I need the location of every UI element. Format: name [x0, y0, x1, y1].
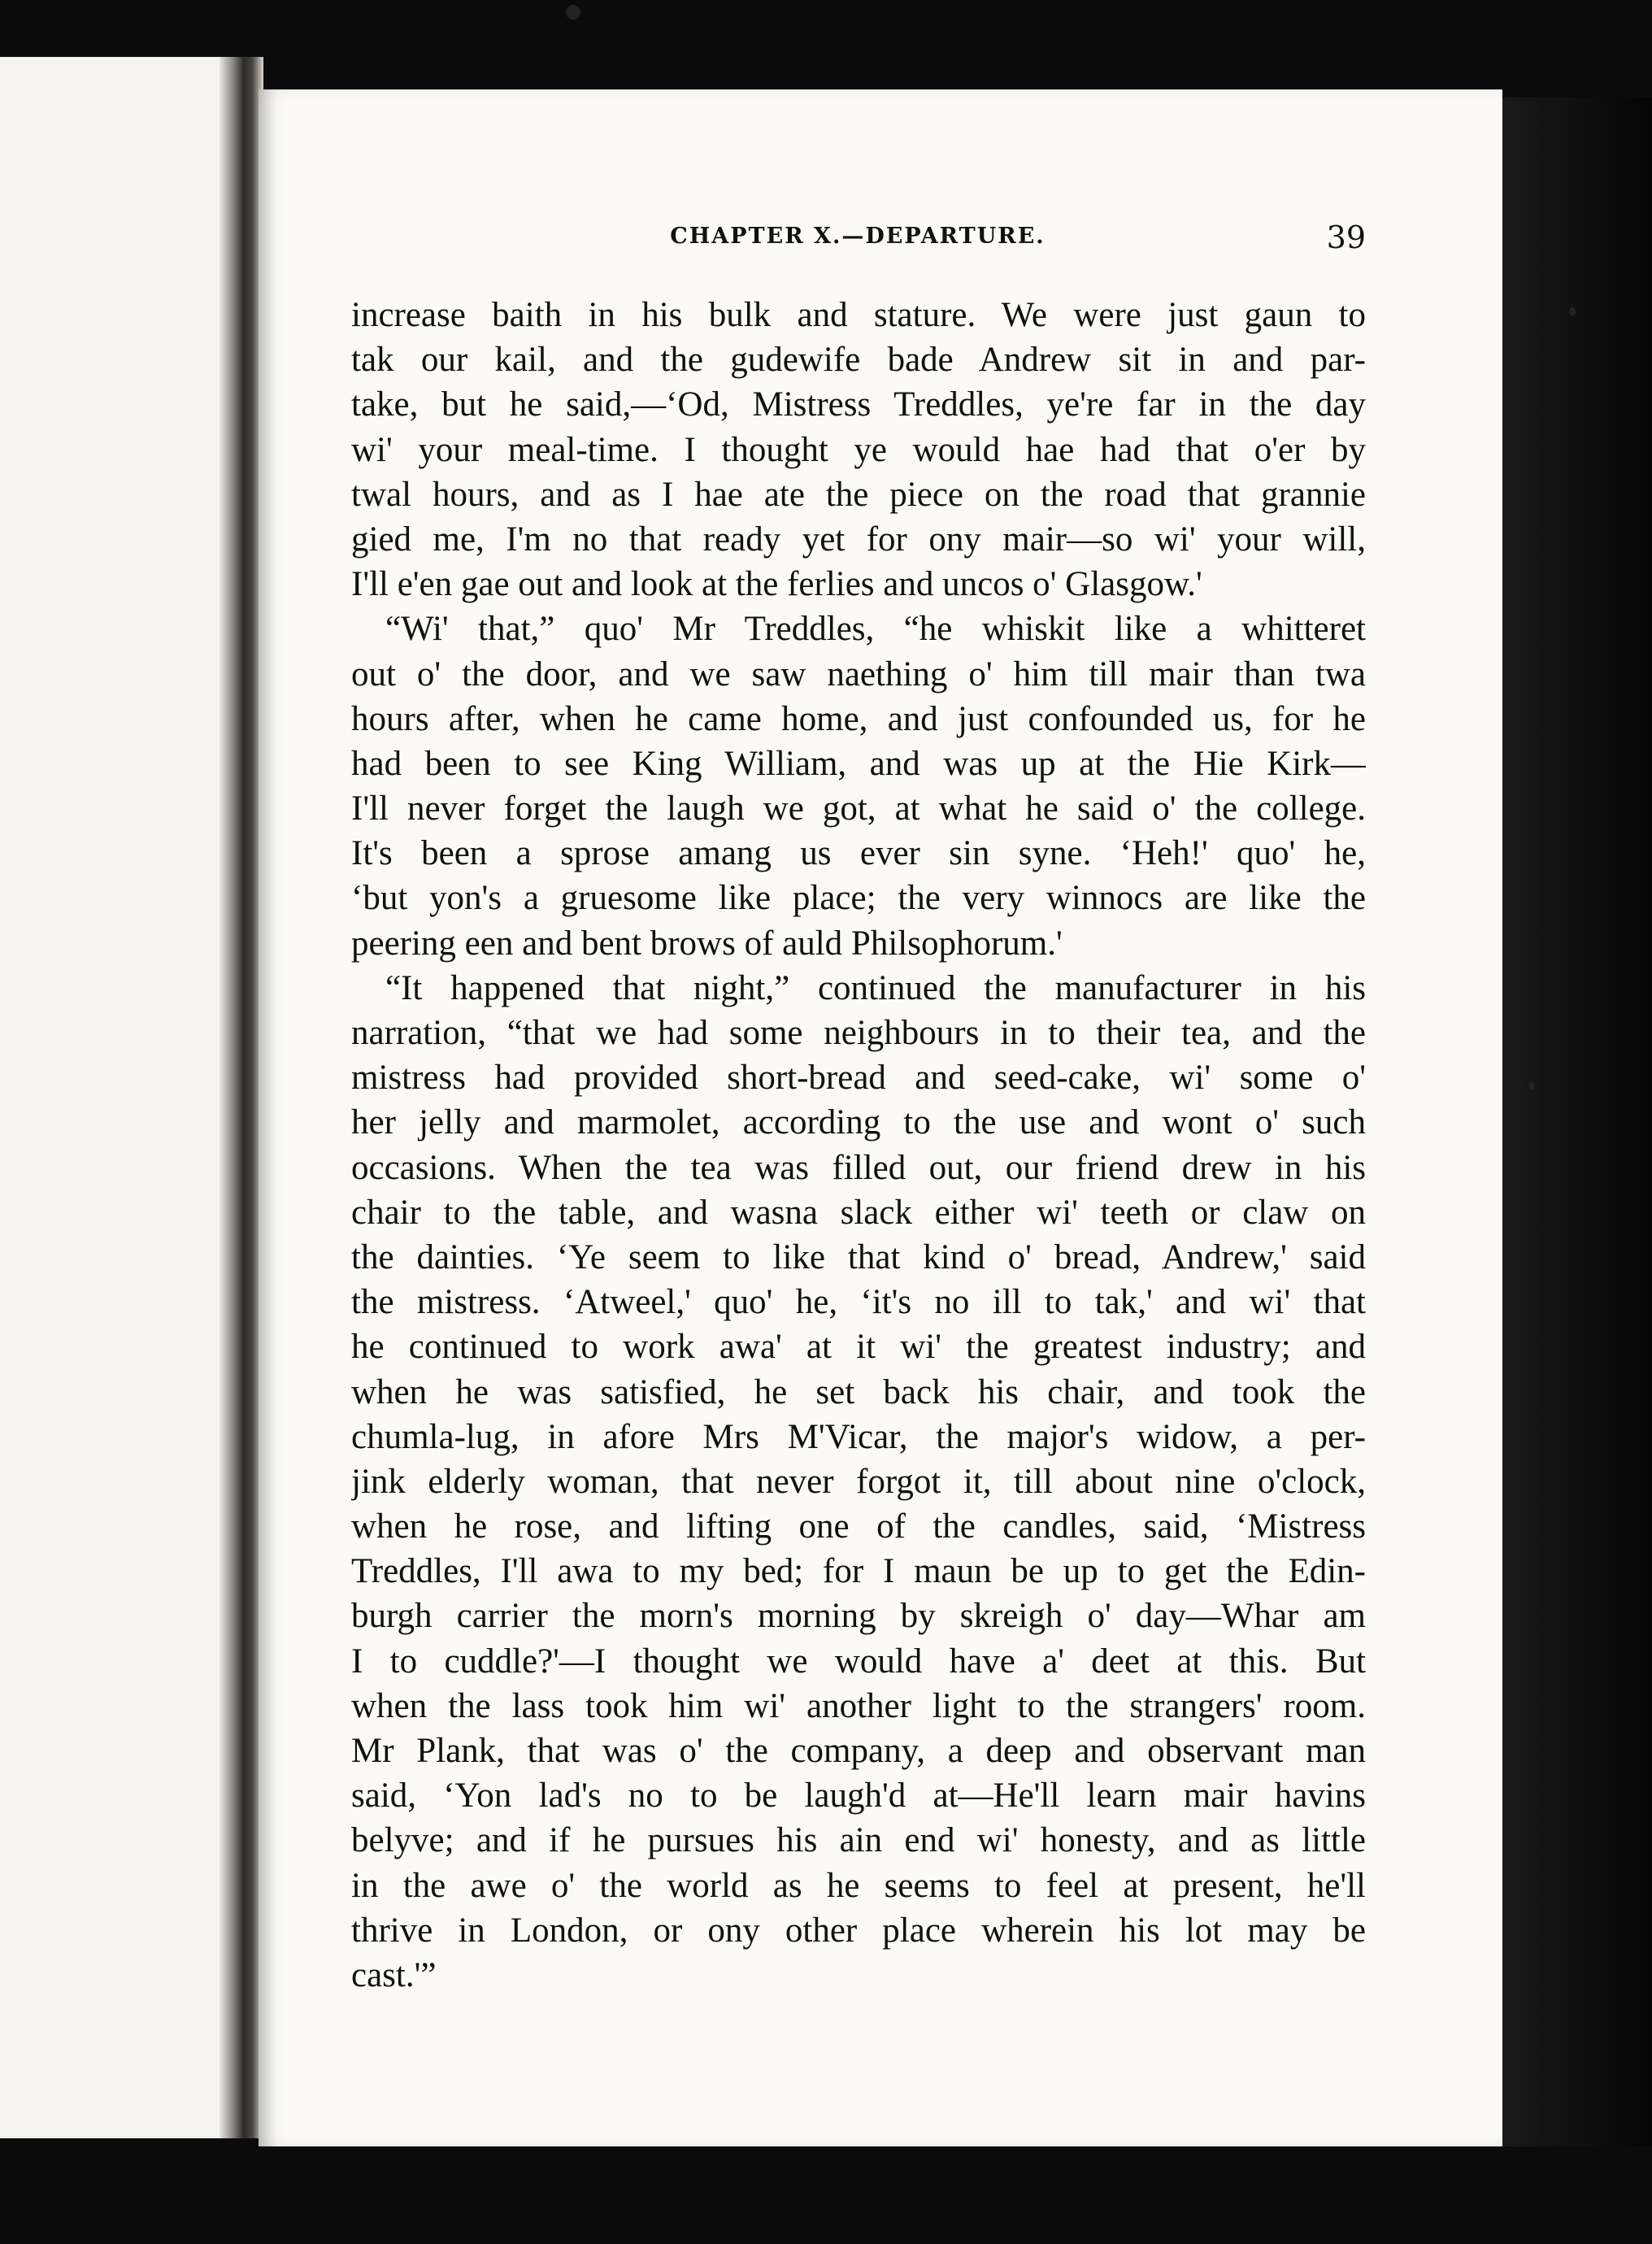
left-facing-page — [0, 57, 244, 2138]
text-line: had been to see King William, and was up at the Hie Kirk— — [351, 744, 1366, 783]
page-body-text — [351, 293, 1366, 1998]
text-line: tak our kail, and the gudewife bade Andrew sit in and par- — [351, 341, 1366, 380]
text-line: the dainties. ‘Ye seem to like that kind o' bread, Andrew,' said — [351, 1237, 1366, 1276]
text-line: when he was satisfied, he set back his chair, and took the — [351, 1372, 1366, 1411]
text-line: increase baith in his bulk and stature. We were just gaun to — [351, 296, 1366, 334]
text-line: narration, “that we had some neighbours in to their tea, and the — [351, 1014, 1366, 1052]
text-line: I'll never forget the laugh we got, at what he said o' the college. — [351, 789, 1366, 828]
text-line: I to cuddle?'—I thought we would have a' deet at this. But — [351, 1642, 1366, 1681]
text-line: “Wi' that,” quo' Mr Treddles, “he whiskit like a whitteret — [385, 610, 1366, 649]
text-line: chumla-lug, in afore Mrs M'Vicar, the major's widow, a per- — [351, 1417, 1366, 1456]
book-gutter — [220, 57, 263, 2138]
text-line: mistress had provided short-bread and seed-cake, wi' some o' — [351, 1059, 1366, 1098]
text-line: hours after, when he came home, and just confounded us, for he — [351, 699, 1366, 738]
text-line: cast.'” — [351, 1955, 437, 1994]
page-edge-shadow — [1502, 98, 1652, 2146]
text-line: when the lass took him wi' another light to the strangers' room. — [351, 1686, 1366, 1725]
text-line: thrive in London, or ony other place wherein his lot may be — [351, 1911, 1366, 1950]
text-line: her jelly and marmolet, according to the use and wont o' such — [351, 1103, 1366, 1142]
dust-speck — [566, 5, 580, 20]
text-line: take, but he said,—‘Od, Mistress Treddles, ye're far in the day — [351, 385, 1366, 424]
text-line: ‘but yon's a gruesome like place; the very winnocs are like the — [351, 879, 1366, 918]
text-line: belyve; and if he pursues his ain end wi' honesty, and as little — [351, 1821, 1366, 1860]
text-line: wi' your meal-time. I thought ye would hae had that o'er by — [351, 430, 1366, 469]
running-head: CHAPTER X.—DEPARTURE. — [670, 224, 1046, 249]
text-line: peering een and bent brows of auld Philsophorum.' — [351, 924, 1063, 963]
text-line: I'll e'en gae out and look at the ferlies and uncos o' Glasgow.' — [351, 565, 1202, 604]
text-line: he continued to work awa' at it wi' the greatest industry; and — [351, 1328, 1366, 1367]
text-line: said, ‘Yon lad's no to be laugh'd at—He'll learn mair havins — [351, 1776, 1366, 1816]
text-line: Treddles, I'll awa to my bed; for I maun be up to get the Edin- — [351, 1552, 1366, 1591]
text-line: twal hours, and as I hae ate the piece on the road that grannie — [351, 475, 1366, 514]
text-line: when he rose, and lifting one of the candles, said, ‘Mistress — [351, 1507, 1366, 1546]
text-line: chair to the table, and wasna slack either wi' teeth or claw on — [351, 1193, 1366, 1232]
dust-speck — [1569, 307, 1576, 315]
dust-speck — [1528, 1081, 1535, 1089]
text-line: jink elderly woman, that never forgot it, till about nine o'clock, — [351, 1462, 1366, 1501]
text-line: out o' the door, and we saw naething o' him till mair than twa — [351, 654, 1366, 694]
text-line: gied me, I'm no that ready yet for ony mair—so wi' your will, — [351, 520, 1366, 559]
text-line: Mr Plank, that was o' the company, a deep and observant man — [351, 1732, 1366, 1770]
text-line: the mistress. ‘Atweel,' quo' he, ‘it's no ill to tak,' and wi' that — [351, 1283, 1366, 1322]
text-line: burgh carrier the morn's morning by skreigh o' day—Whar am — [351, 1597, 1366, 1636]
text-line: “It happened that night,” continued the manufacturer in his — [385, 968, 1366, 1007]
page-number: 39 — [1326, 220, 1366, 255]
text-line: It's been a sprose amang us ever sin syne. ‘Heh!' quo' he, — [351, 834, 1366, 873]
text-line: in the awe o' the world as he seems to feel at present, he'll — [351, 1866, 1366, 1905]
text-line: occasions. When the tea was filled out, our friend drew in his — [351, 1148, 1366, 1187]
